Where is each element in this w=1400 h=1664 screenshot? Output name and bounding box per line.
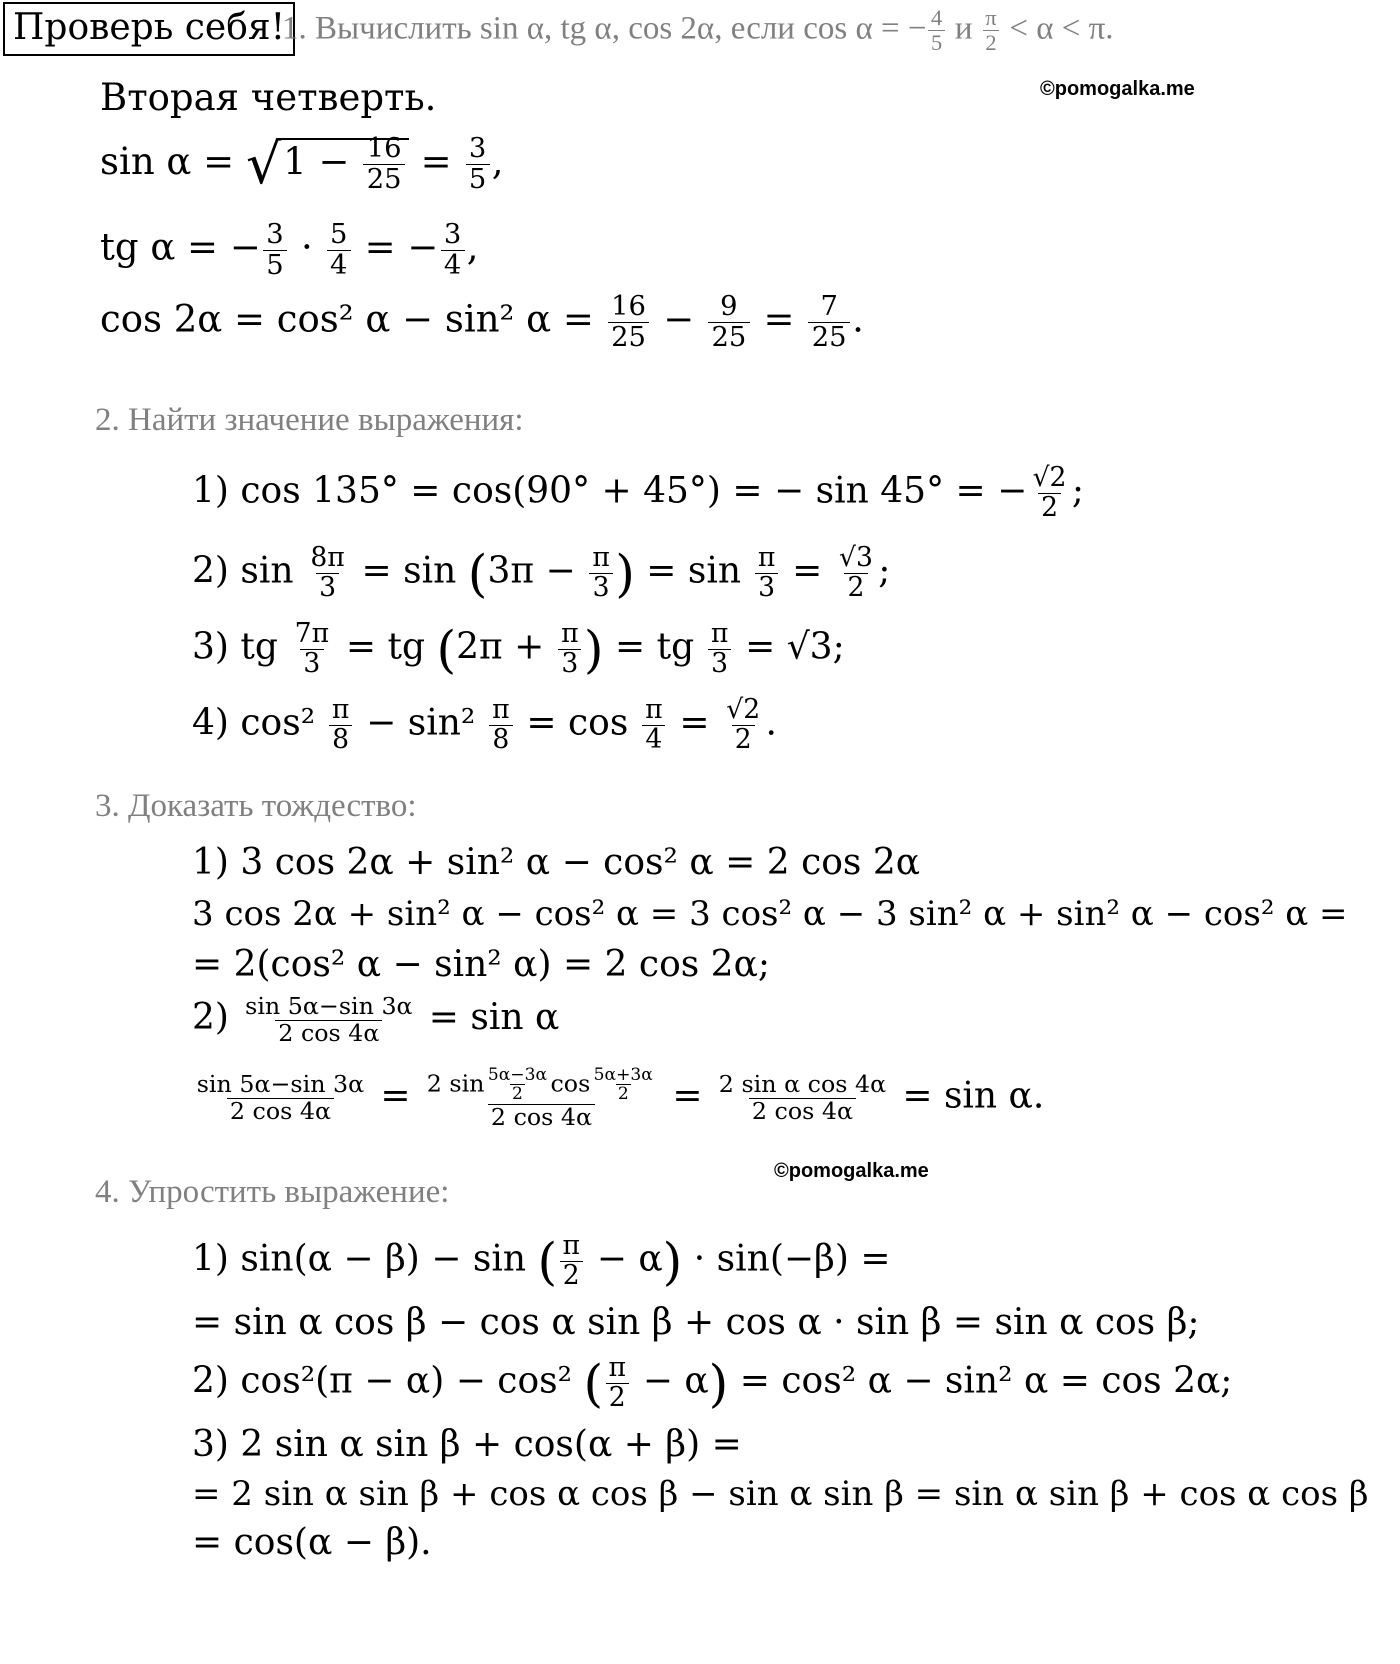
watermark: ©pomogalka.me bbox=[1040, 78, 1195, 100]
task3-proof-line-2: = 2(cos² α − sin² α) = 2 cos 2α; bbox=[192, 944, 771, 985]
task4-item-2: 2) cos²(π − α) − cos² ( $\frac{\pi}{2}$ − α) = cos² α − sin² α = cos 2α; bbox=[192, 1352, 1233, 1413]
task3-item-1: 1) 3 cos 2α + sin² α − cos² α = 2 cos 2α bbox=[192, 842, 921, 883]
task4-line-6: = cos(α − β). bbox=[192, 1522, 432, 1563]
task2-title: 2. Найти значение выражения: bbox=[95, 402, 524, 438]
watermark: ©pomogalka.me bbox=[774, 1160, 929, 1182]
task1-and: и bbox=[946, 10, 981, 47]
task1-tail: < α < π. bbox=[1001, 10, 1114, 47]
check-yourself-box bbox=[3, 2, 295, 56]
task4-item-3: 3) 2 sin α sin β + cos(α + β) = bbox=[192, 1424, 742, 1465]
task4-line-5: = 2 sin α sin β + cos α cos β − sin α sin β = sin α sin β + cos α cos β bbox=[192, 1474, 1369, 1514]
task2-item-3: 3) tg $\frac{7\pi}{3}$ = tg (2π + $\frac{\pi}{3}$ ) = tg $\frac{\pi}{3}$ = √3; bbox=[192, 618, 845, 679]
task3-title: 3. Доказать тождество: bbox=[95, 788, 417, 824]
task2-item-1: 1) cos 135° = cos(90° + 45°) = − sin 45° = − $\frac{√2}{2}$ ; bbox=[192, 462, 1084, 523]
task4-line-2: = sin α cos β − cos α sin β + cos α · sin β = sin α cos β; bbox=[192, 1302, 1200, 1343]
task3-proof-line-3: $\frac{\sin 5\alpha-\sin 3\alpha}{2 \cos 4\alpha}$ = 2 sin $\frac{5\alpha-3\alpha}{2}$ cos $\frac{5\alpha+3\alpha}{2}$ 2 cos 4α = $\frac{\text{2 sin α cos 4α}}{2 \cos 4\alpha}$ = sin α. bbox=[196, 1065, 1045, 1131]
task3-proof-line-1: 3 cos 2α + sin² α − cos² α = 3 cos² α − 3 sin² α + sin² α − cos² α = bbox=[192, 894, 1348, 934]
tg-line: tg α = − $\frac{3}{5}$ · $\frac{5}{4}$ = − $\frac{3}{4}$ , bbox=[100, 219, 479, 281]
fraction: $\frac{4}{5}$ bbox=[928, 6, 945, 55]
fraction: $\frac{\pi}{2}$ bbox=[983, 6, 1000, 55]
task1-text: 1. Вычислить sin α, tg α, cos 2α, если cos α = − bbox=[282, 10, 927, 47]
quarter-note: Вторая четверть. bbox=[100, 76, 437, 119]
task2-item-4: 4) cos² $\frac{\pi}{8}$ − sin² $\frac{\pi}{8}$ = cos $\frac{\pi}{4}$ = $\frac{√2}{2}$ . bbox=[192, 694, 777, 755]
task3-item-2: 2) $\frac{\sin 5\alpha-\sin 3\alpha}{2 \cos 4\alpha}$ = sin α bbox=[192, 992, 560, 1047]
task1-statement bbox=[282, 6, 1114, 55]
task2-item-2: 2) sin $\frac{8\pi}{3}$ = sin (3π − $\frac{\pi}{3}$ ) = sin $\frac{\pi}{3}$ = $\frac{√3}{2}$ ; bbox=[192, 542, 891, 603]
sin-line: sin α = √1 − $\frac{16}{25}$ = $\frac{3}{5}$ , bbox=[100, 132, 504, 197]
sqrt-sign: √ bbox=[245, 132, 282, 197]
task4-title: 4. Упростить выражение: bbox=[95, 1174, 450, 1210]
radicand: 1 − $\frac{16}{25}$ bbox=[281, 138, 409, 183]
check-yourself-label: Проверь себя! bbox=[13, 7, 286, 48]
task4-item-1: 1) sin(α − β) − sin ( $\frac{\pi}{2}$ − α) · sin(−β) = bbox=[192, 1230, 891, 1291]
cos2a-line: cos 2α = cos² α − sin² α = $\frac{16}{25}$ − $\frac{9}{25}$ = $\frac{7}{25}$ . bbox=[100, 291, 864, 353]
